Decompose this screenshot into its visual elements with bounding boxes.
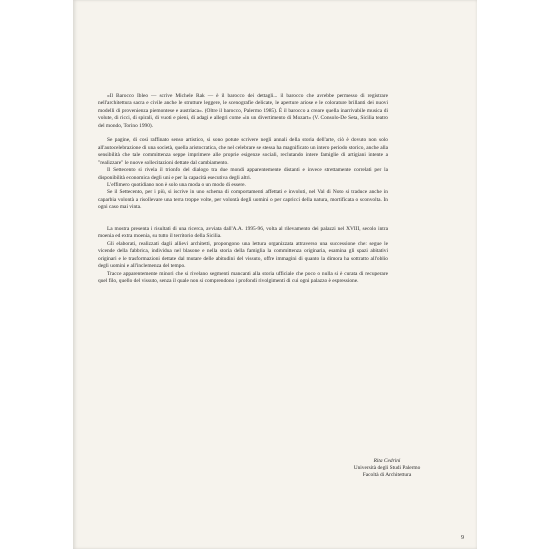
author-affiliation-university: Università degli Studi Palermo [353, 465, 421, 472]
paragraph-settecento-dialogo: Il Settecento si rivela il trionfo del dialogo tra due mondi apparentemente distanti e invece strettamente correlati per la disponibilità economica degli uni e per la capacità esecutiva degli altri. [98, 167, 388, 181]
paragraph-tracce: Tracce apparentemente minori che si rivelano segmenti mancanti alla storia ufficiale che poco o nulla si è curata di recuperare quel filo, quello del vissuto, senza il quale non si comprendono i profondi rivolgimenti di cui ogni palazzo è espressione. [98, 270, 388, 284]
paragraph-aristocrazia: Se pagine, di così raffinato senso artistico, si sono potute scrivere negli annali della storia dell'arte, ciò è dovuto non solo all'autocelebrazione di una società, quella aristocratica, che nel celebrare se stessa ha magnificato un intero periodo storico, anche alla sensibilità che tale committenza seppe imprimere alle proprie esigenze sociali, reclutando intere famiglie di artigiani intente a "realizzare" le nuove sollecitazioni dettate dal cambiamento. [98, 137, 388, 166]
paragraph-mostra: La mostra presenta i risultati di una ricerca, avviata dall'A.A. 1995-96, volta al rilevamento dei palazzi nel XVIII, secolo intra moenia ed extra moenia, su tutto il territorio della Sicilia. [98, 225, 388, 240]
body-text [98, 93, 388, 285]
paragraph-effimero: L'effimero quotidiano non è solo una moda o un modo di essere. [107, 181, 246, 188]
paragraph-barocco-ibleo: «Il Barocco Ibleo — scrive Michele Rak — è il barocco dei dettagli... il barocco che avrebbe permesso di registrare nell'architettura sacra e civile anche le strutture leggere, le scenografie delicate, le aperture ariose e le colorature brillanti dei nuovi modelli di provenienza piemontese e austriaca». (Oltre il barocco, Palermo 1985). È il barocco a creare quella inarrivabile musica di volute, di ricci, di spirali, di vuoti e pieni, di adagi e allegri come «in un divertimento di Mozart» (V. Consolo-De Seta, Sicilia teatro del mondo, Torino 1990). [98, 93, 388, 129]
signature-block [342, 458, 432, 480]
page-number: 9 [461, 535, 464, 541]
section-gap [98, 212, 388, 226]
author-affiliation-faculty: Facoltà di Architettura [362, 472, 412, 479]
paragraph-elaborati: Gli elaborati, realizzati dagli allievi architetti, propongono una lettura organizzata attraverso una successione che: segue le vicende della fabbrica, individua nel blasone e nella storia della famiglia la committenza originaria, esamina gli spazi abitativi originari e le trasformazioni dettate dal mutare delle abitudini del vissuto, offre immagini di quanto la dimora ha sottratto all'oblio degli uomini e all'inclemenza del tempo. [98, 240, 388, 270]
paragraph-val-di-noto: Se il Settecento, per i più, si iscrive in uno schema di comportamenti affettati e involuti, nel Val di Noto si traduce anche in caparbia volontà a risollevare una terra troppe volte, per volontà degli uomini o per capricci della natura, mortificata o sconvolta. In ogni caso mai vinta. [98, 189, 388, 211]
author-name: Rita Cedrini [373, 458, 401, 464]
